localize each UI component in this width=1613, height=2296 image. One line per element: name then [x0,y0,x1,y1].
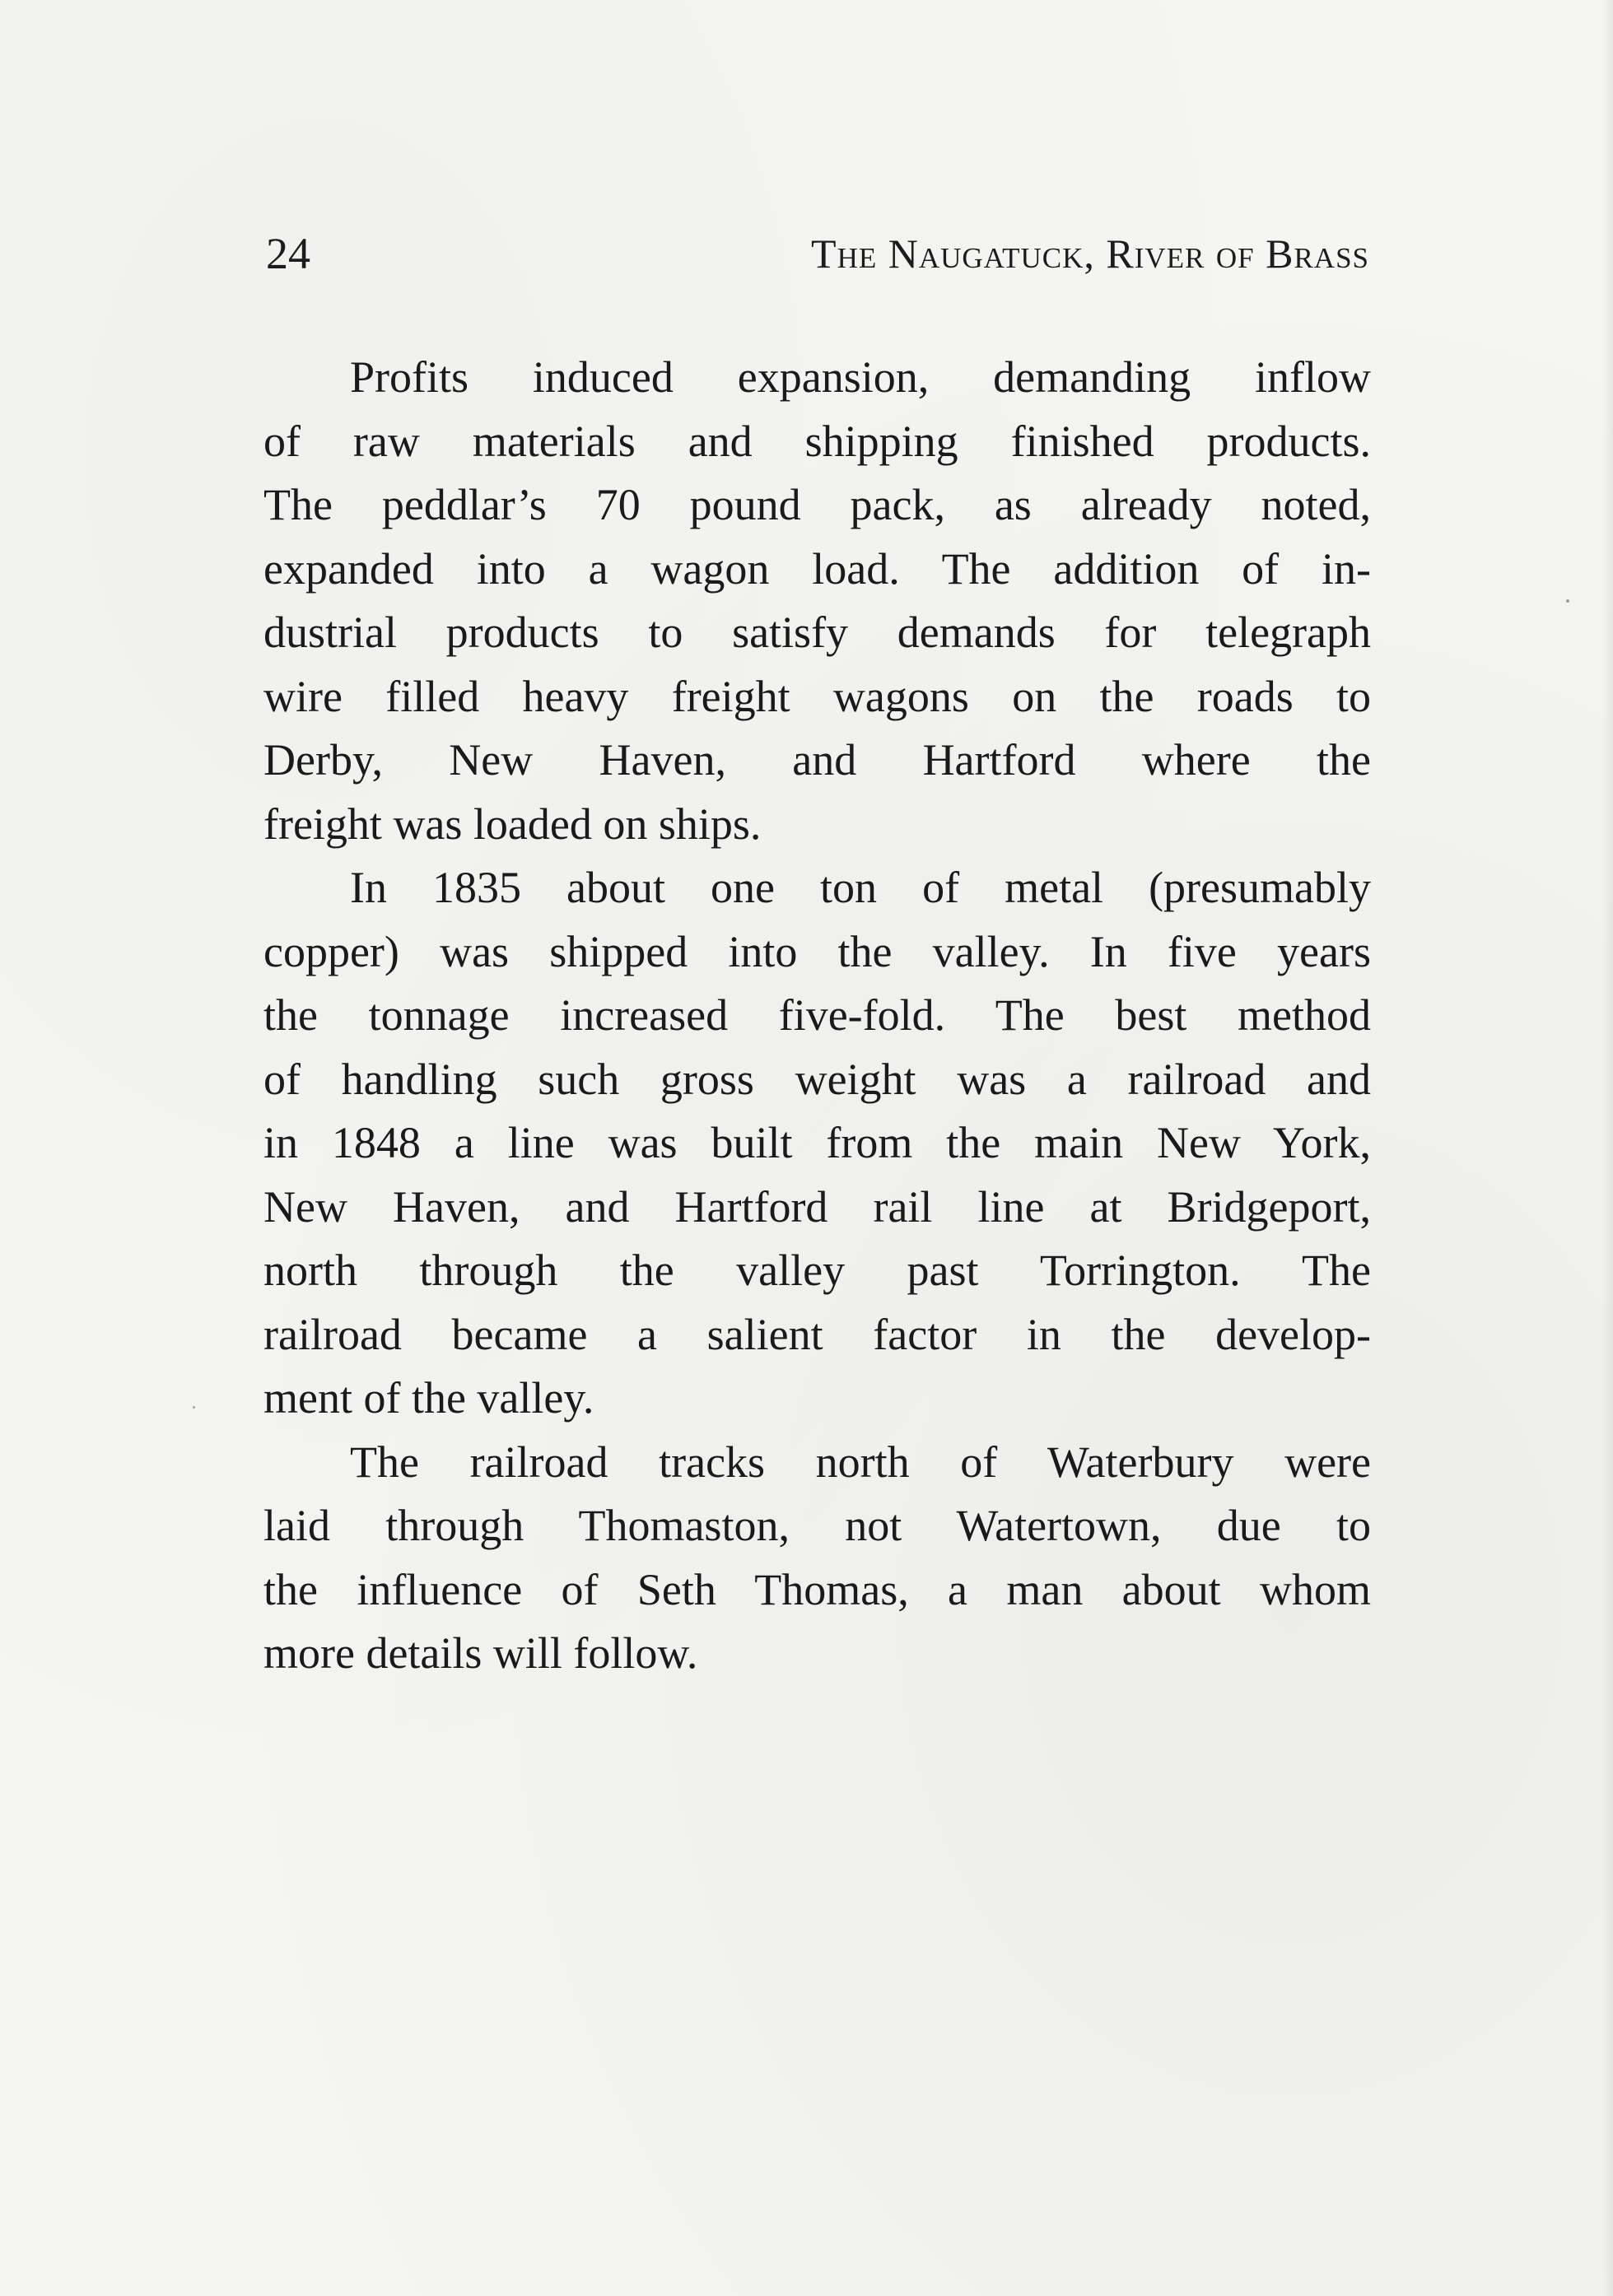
text-line: the influence of Seth Thomas, a man about whom [263,1564,1371,1614]
text-line: laid through Thomaston, not Watertown, due to [263,1501,1371,1550]
text-line: Profits induced expansion, demanding inflow [350,352,1371,402]
text-line: ment of the valley. [263,1373,594,1423]
text-line: New Haven, and Hartford rail line at Bridgeport, [263,1181,1371,1232]
text-line: expanded into a wagon load. The addition of in- [263,543,1371,594]
paper-speck [1566,599,1569,603]
text-line: In 1835 about one ton of metal (presumably [350,863,1371,912]
text-line: in 1848 a line was built from the main New York, [263,1118,1371,1167]
text-line: The peddlar’s 70 pound pack, as already noted, [263,480,1371,529]
text-line: railroad became a salient factor in the develop- [263,1309,1371,1359]
text-line: the tonnage increased five-fold. The best method [263,990,1371,1040]
body-text [263,346,1371,1686]
text-line: of handling such gross weight was a railroad and [263,1054,1371,1104]
paragraph-2 [263,856,1371,1431]
text-line: north through the valley past Torrington. The [263,1246,1371,1295]
text-line: wire filled heavy freight wagons on the roads to [263,671,1371,721]
text-line: of raw materials and shipping finished products. [263,416,1371,466]
text-line: freight was loaded on ships. [263,799,762,849]
text-line: more details will follow. [263,1628,698,1678]
running-head [266,229,1369,286]
text-line: Derby, New Haven, and Hartford where the [263,735,1371,785]
text-line: The railroad tracks north of Waterbury were [350,1437,1371,1487]
page-number: 24 [266,229,310,278]
page-edge-shadow [1601,0,1613,2296]
text-line: dustrial products to satisfy demands for telegraph [263,608,1371,657]
text-line: copper) was shipped into the valley. In five years [263,926,1371,976]
running-title: The Naugatuck, River of Brass [811,231,1369,277]
paper-speck [193,1406,195,1409]
paragraph-1 [263,346,1371,856]
paragraph-3 [263,1431,1371,1686]
